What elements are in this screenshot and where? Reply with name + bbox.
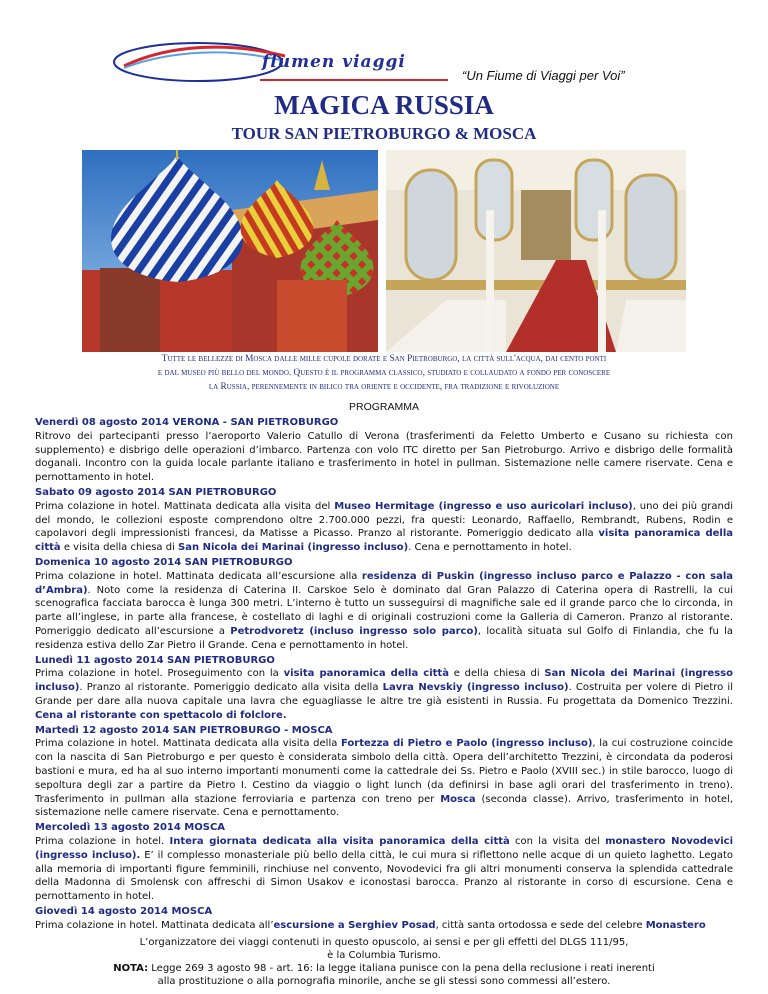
tagline-line: la Russia, perennemente in bilico tra oriente e occidente, fra tradizione e rivoluzione bbox=[208, 382, 560, 392]
saint-basil-cathedral-photo bbox=[82, 150, 378, 352]
footer-line: L’organizzatore dei viaggi contenuti in questo opuscolo, ai sensi e per gli effetti del DLGS 111/95, bbox=[139, 937, 629, 948]
day-description: Prima colazione in hotel. Mattinata dedicata all’escursione alla residenza di Puskin (ingresso incluso parco e Palazzo - con sala d’Ambra). Noto come la residenza di Caterina II. Carskoe Selo è dominato dal Gran Palazzo di Caterina opera di Rastrelli, la cui scenografica facciata barocca è lunga 300 metri. L’interno è tutto un susseguirsi di magnifiche sale ed il grande parco che lo circonda, in parte all’inglese, in parte alla francese, è costellato di laghi e di originali costruzioni come la Galleria di Cameron. Pranzo al ristorante. Pomeriggio dedicato all’escursione a Petrodvoretz (incluso ingresso solo parco), località situata sul Golfo di Finlandia, che fu la residenza estiva dello Zar Pietro il Grande. Cena e pernottamento in hotel. bbox=[35, 570, 733, 651]
slogan: “Un Fiume di Viaggi per Voi” bbox=[462, 68, 625, 83]
tagline-line: Tutte le bellezze di Mosca dalle mille cupole dorate e San Pietroburgo, la città sull'acqua, dai cento ponti bbox=[161, 354, 607, 364]
legal-footer bbox=[35, 936, 733, 988]
day-description: Prima colazione in hotel. Intera giornata dedicata alla visita panoramica della città con la visita del monastero Novodevici (ingresso incluso). E’ il complesso monasteriale più bello della città, le cui mura si riflettono nelle acque di un quieto laghetto. Legato alla memoria di importanti figure femminili, rinchiuse nel convento, Novodevici fra gli altri monumenti conserva la splendida cattedrale della Madonna di Smolensk con affreschi di Simon Usakov e iconostasi barocca. Pranzo al ristorante in corso di escursione. Cena e pernottamento in hotel. bbox=[35, 835, 734, 903]
day-heading: Venerdì 08 agosto 2014 VERONA - SAN PIETROBURGO bbox=[35, 417, 339, 428]
hermitage-staircase-photo bbox=[386, 150, 686, 352]
day-heading: Martedì 12 agosto 2014 SAN PIETROBURGO - MOSCA bbox=[35, 724, 333, 736]
footer-nota: NOTA: Legge 269 3 agosto 98 - art. 16: la legge italiana punisce con la pena della reclusione i reati inerenti bbox=[113, 963, 655, 974]
page-subtitle: TOUR SAN PIETROBURGO & MOSCA bbox=[231, 124, 537, 143]
page-title: MAGICA RUSSIA bbox=[274, 90, 494, 120]
itinerary bbox=[35, 416, 733, 933]
nota-label: NOTA: bbox=[113, 963, 149, 974]
day-description: Prima colazione in hotel. Mattinata dedicata alla visita del Museo Hermitage (ingresso e uso auricolari incluso), uno dei più grandi del mondo, le collezioni esposte comprendono oltre 2.700.000 pezzi, fra questi: Leonardo, Raffaello, Rembrandt, Rubens, Rodin e capolavori degli impressionisti francesi, da Matisse a Picasso. Pranzo al ristorante. Pomeriggio dedicato alla visita panoramica della città e visita della chiesa di San Nicola dei Marinai (ingresso incluso). Cena e pernottamento in hotel. bbox=[35, 500, 734, 554]
day-description: Prima colazione in hotel. Proseguimento con la visita panoramica della città e della chiesa di San Nicola dei Marinai (ingresso incluso). Pranzo al ristorante. Pomeriggio dedicato alla visita della Lavra Nevskiy (ingresso incluso). Costruita per volere di Pietro il Grande per dare alla nuova capitale una lavra che eguagliasse le altre tre già esistenti in Russia. Fu progettata da Domenico Trezzini. Cena al ristorante con spettacolo di folclore. bbox=[35, 668, 733, 721]
tagline bbox=[40, 352, 728, 394]
day-description: Prima colazione in hotel. Mattinata dedicata all’escursione a Serghiev Posad, città santa ortodossa e sede del celebre Monastero bbox=[35, 919, 706, 931]
footer-line: è la Columbia Turismo. bbox=[327, 950, 441, 961]
tagline-line: e dal museo più bello del mondo. Questo è il programma classico, studiato e collaudato a fondo per conoscere bbox=[157, 368, 611, 378]
day-heading: Mercoledì 13 agosto 2014 MOSCA bbox=[35, 822, 226, 834]
day-description: Prima colazione in hotel. Mattinata dedicata alla visita della Fortezza di Pietro e Paolo (ingresso incluso), la cui costruzione coincide con la nascita di San Pietroburgo e per questo è considerata simbolo della città. Opera dell’architetto Trezzini, è circondata da poderosi bastioni e mura, ed ha al suo interno importanti monumenti come la cattedrale dei Ss. Pietro e Paolo (XVIII sec.) in stile barocco, luogo di sepoltura degli zar a partire da Pietro I. Cestino da viaggio o light lunch (da definirsi in base agli orari del trasferimento in treno). Trasferimento in pullman alla stazione ferroviaria e partenza con treno per Mosca (seconda classe). Arrivo, trasferimento in hotel, sistemazione nelle camere riservate. Cena e pernottamento. bbox=[35, 738, 733, 819]
day-heading: Sabato 09 agosto 2014 SAN PIETROBURGO bbox=[35, 486, 277, 498]
footer-line: alla prostituzione o alla pornografia minorile, anche se gli stessi sono commessi all’estero. bbox=[157, 976, 611, 987]
day-heading: Domenica 10 agosto 2014 SAN PIETROBURGO bbox=[35, 556, 293, 568]
logo-text: flumen viaggi bbox=[262, 52, 406, 72]
day-heading: Giovedì 14 agosto 2014 MOSCA bbox=[35, 905, 213, 917]
day-heading: Lunedì 11 agosto 2014 SAN PIETROBURGO bbox=[35, 654, 275, 666]
program-title: PROGRAMMA bbox=[348, 401, 419, 413]
day-description: Ritrovo dei partecipanti presso l’aeroporto Valerio Catullo di Verona (trasferimenti da Feletto Umberto e Cusano su richiesta con supplemento) e disbrigo delle operazioni d’imbarco. Partenza con volo ITC diretto per San Pietroburgo. Arrivo e disbrigo delle formalità doganali. Incontro con la guida locale parlante italiano e trasferimento in hotel in pullman. Sistemazione nelle camere riservate. Cena e pernottamento in hotel. bbox=[35, 430, 733, 484]
